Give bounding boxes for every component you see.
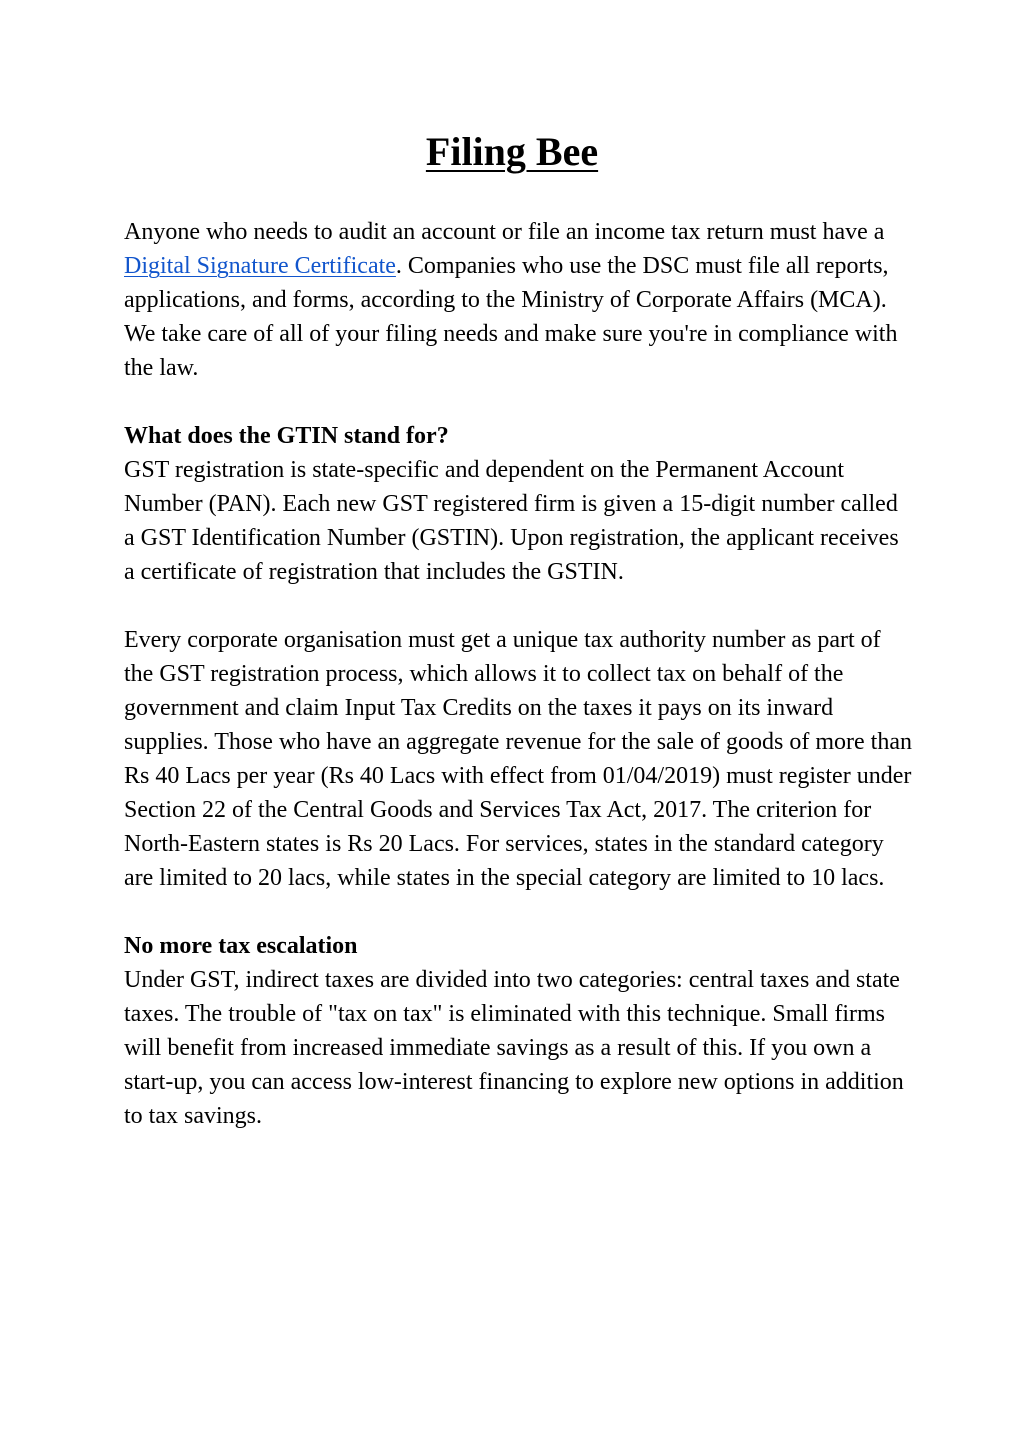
digital-signature-certificate-link[interactable]: Digital Signature Certificate [124,253,396,279]
escalation-section [124,929,914,1133]
document-title-text: Filing Bee [425,129,599,174]
document-body [124,215,914,1167]
escalation-section-text: Under GST, indirect taxes are divided into two categories: central taxes and state taxes. The trouble of "tax on tax" is eliminated with this technique. Small firms will benefit from increased immediate savings as a result of this. If you own a start-up, you can access low-interest financing to explore new options in addition to tax savings. [124,967,904,1129]
gtin-section [124,419,914,589]
gtin-section-heading: What does the GTIN stand for? [124,423,449,449]
intro-text-after-link: . Companies who use the DSC must file all reports, applications, and forms, according to the Ministry of Corporate Affairs (MCA). We take care of all of your filing needs and make sure you're in compliance with the law. [124,253,898,381]
registration-paragraph: Every corporate organisation must get a unique tax authority number as part of the GST registration process, which allows it to collect tax on behalf of the government and claim Input Tax Credits on the taxes it pays on its inward supplies. Those who have an aggregate revenue for the sale of goods of more than Rs 40 Lacs per year (Rs 40 Lacs with effect from 01/04/2019) must register under Section 22 of the Central Goods and Services Tax Act, 2017. The criterion for North-Eastern states is Rs 20 Lacs. For services, states in the standard category are limited to 20 lacs, while states in the special category are limited to 10 lacs. [124,627,912,891]
gtin-section-text: GST registration is state-specific and dependent on the Permanent Account Number (PAN). Each new GST registered firm is given a 15-digit number called a GST Identification Number (GSTIN). Upon registration, the applicant receives a certificate of registration that includes the GSTIN. [124,457,899,585]
document-title [0,128,1024,176]
escalation-section-heading: No more tax escalation [124,933,358,959]
intro-paragraph [124,215,914,385]
intro-text-before-link: Anyone who needs to audit an account or file an income tax return must have a [124,219,885,245]
